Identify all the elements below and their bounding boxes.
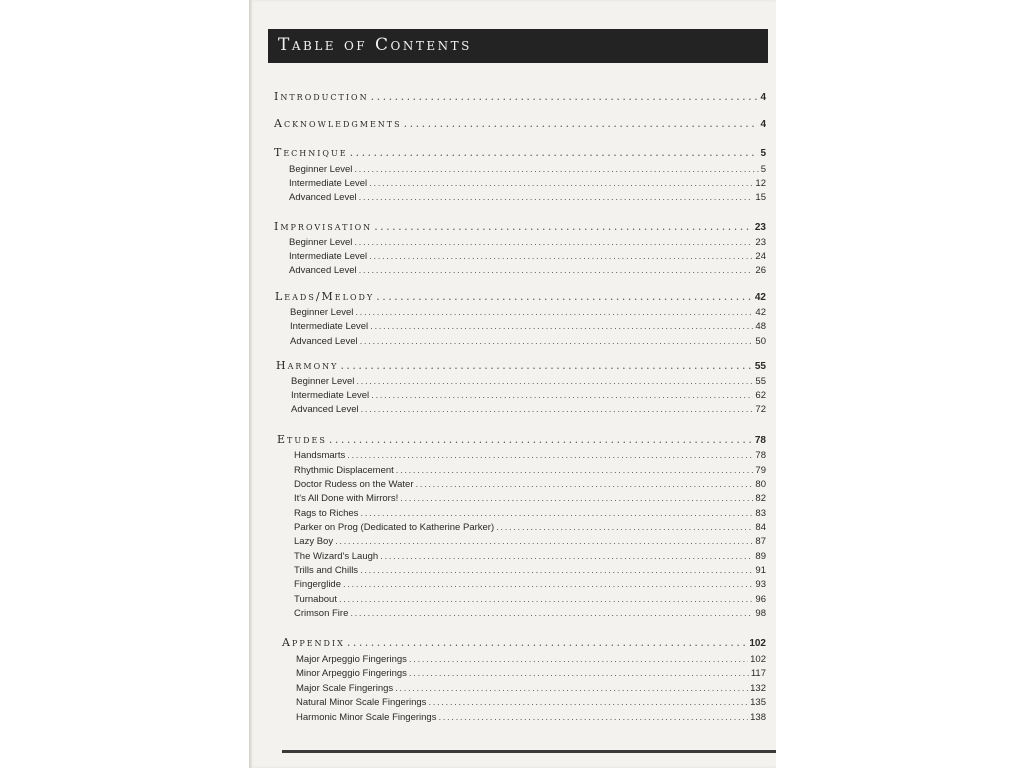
toc-section-title: Improvisation [274, 220, 373, 233]
toc-entry-title: Beginner Level [291, 376, 355, 387]
dot-leader [416, 479, 754, 490]
toc-entry-page-number: 72 [755, 404, 766, 415]
dot-leader [371, 90, 759, 103]
toc-entry-page-number: 79 [755, 465, 766, 476]
dot-leader [356, 376, 753, 387]
toc-entry-title: It's All Done with Mirrors! [294, 493, 399, 504]
toc-entry-page-number: 83 [755, 508, 766, 519]
dot-leader [347, 636, 747, 649]
toc-entry [294, 450, 766, 463]
toc-entry [294, 508, 766, 521]
toc-entry [296, 712, 766, 725]
toc-entry-title: Intermediate Level [289, 178, 368, 189]
toc-entry-page-number: 84 [755, 522, 766, 533]
toc-entry-page-number: 55 [755, 376, 766, 387]
toc-section-page-number: 5 [760, 148, 766, 159]
toc-entry-page-number: 135 [750, 697, 766, 708]
toc-header-bar [268, 29, 768, 63]
toc-entry [296, 668, 766, 681]
toc-entry [290, 336, 766, 349]
toc-section-page-number: 78 [754, 435, 766, 446]
toc-entry-title: Lazy Boy [294, 536, 334, 547]
toc-entry [291, 390, 766, 403]
toc-entry-page-number: 82 [755, 493, 766, 504]
toc-entry-title: Harmonic Minor Scale Fingerings [296, 712, 437, 723]
toc-entry [294, 608, 766, 621]
toc-entry-title: Handsmarts [294, 450, 346, 461]
toc-entry-title: Advanced Level [289, 192, 357, 203]
toc-entry-page-number: 98 [755, 608, 766, 619]
toc-section-page-number: 4 [760, 92, 766, 103]
dot-leader [370, 321, 753, 332]
dot-leader [335, 536, 753, 547]
toc-section-title: Harmony [276, 359, 339, 372]
toc-section [274, 90, 766, 104]
toc-entry-title: Advanced Level [289, 265, 357, 276]
toc-entry-title: Turnabout [294, 594, 337, 605]
dot-leader [395, 683, 748, 694]
toc-entry-page-number: 96 [755, 594, 766, 605]
toc-section [274, 117, 766, 131]
toc-entry-page-number: 89 [755, 551, 766, 562]
toc-entry-title: Intermediate Level [289, 251, 368, 262]
toc-entry-title: Beginner Level [290, 307, 354, 318]
toc-entry [294, 565, 766, 578]
toc-entry-title: Major Arpeggio Fingerings [296, 654, 407, 665]
dot-leader [376, 290, 753, 303]
dot-leader [409, 654, 748, 665]
toc-entry-page-number: 117 [750, 668, 766, 679]
toc-entry-page-number: 50 [755, 336, 766, 347]
dot-leader [340, 359, 752, 372]
toc-entry-page-number: 102 [750, 654, 766, 665]
toc-entry-page-number: 132 [750, 683, 766, 694]
toc-entry [296, 654, 766, 667]
toc-entry [289, 178, 766, 191]
toc-entry-page-number: 48 [755, 321, 766, 332]
toc-entry [294, 536, 766, 549]
toc-section [276, 359, 766, 373]
toc-entry-page-number: 78 [755, 450, 766, 461]
toc-section-title: Leads/Melody [275, 290, 375, 303]
toc-section-title: Etudes [277, 433, 327, 446]
toc-entry-title: The Wizard's Laugh [294, 551, 379, 562]
dot-leader [343, 579, 753, 590]
toc-section-title: Acknowledgments [274, 117, 402, 130]
dot-leader [354, 237, 753, 248]
toc-entry [296, 683, 766, 696]
toc-section-page-number: 42 [754, 292, 766, 303]
dot-leader [359, 265, 754, 276]
toc-entry-page-number: 87 [755, 536, 766, 547]
toc-entry-title: Beginner Level [289, 164, 353, 175]
toc-entry-page-number: 23 [755, 237, 766, 248]
toc-entry-title: Advanced Level [290, 336, 358, 347]
toc-section [282, 636, 766, 650]
toc-section-page-number: 102 [749, 638, 766, 649]
dot-leader [369, 178, 753, 189]
toc-entry-title: Beginner Level [289, 237, 353, 248]
toc-entry [289, 164, 766, 177]
toc-entry [294, 551, 766, 564]
page-edge [249, 0, 253, 768]
toc-entry-title: Crimson Fire [294, 608, 349, 619]
dot-leader [350, 608, 753, 619]
toc-entry [296, 697, 766, 710]
toc-entry-page-number: 91 [755, 565, 766, 576]
toc-entry-page-number: 26 [755, 265, 766, 276]
dot-leader [369, 251, 753, 262]
dot-leader [359, 192, 754, 203]
dot-leader [360, 336, 754, 347]
toc-entry-page-number: 62 [755, 390, 766, 401]
toc-entry-page-number: 138 [750, 712, 766, 723]
toc-entry [294, 579, 766, 592]
toc-entry [290, 307, 766, 320]
toc-entry [291, 376, 766, 389]
dot-leader [360, 508, 753, 519]
toc-entry [289, 265, 766, 278]
toc-entry-page-number: 24 [755, 251, 766, 262]
dot-leader [355, 307, 753, 318]
dot-leader [400, 493, 753, 504]
toc-entry-title: Intermediate Level [290, 321, 369, 332]
toc-entry-page-number: 5 [760, 164, 766, 175]
page-title: Table of Contents [278, 35, 472, 55]
toc-entry [290, 321, 766, 334]
toc-entry-title: Fingerglide [294, 579, 341, 590]
toc-section [277, 433, 766, 447]
dot-leader [371, 390, 753, 401]
toc-section-title: Introduction [274, 90, 369, 103]
toc-entry-title: Minor Arpeggio Fingerings [296, 668, 407, 679]
toc-entry-page-number: 93 [755, 579, 766, 590]
toc-entry-page-number: 12 [755, 178, 766, 189]
toc-section-page-number: 55 [754, 361, 766, 372]
toc-entry-page-number: 15 [755, 192, 766, 203]
dot-leader [354, 164, 758, 175]
toc-entry [294, 465, 766, 478]
toc-section [275, 290, 766, 304]
bottom-rule [282, 750, 776, 753]
dot-leader [409, 668, 749, 679]
toc-section-page-number: 23 [754, 222, 766, 233]
dot-leader [404, 117, 759, 130]
dot-leader [350, 146, 759, 159]
toc-entry-title: Trills and Chills [294, 565, 359, 576]
dot-leader [339, 594, 753, 605]
dot-leader [380, 551, 753, 562]
dot-leader [428, 697, 748, 708]
toc-entry [294, 522, 766, 535]
toc-section-title: Appendix [282, 636, 345, 649]
toc-entry-title: Advanced Level [291, 404, 359, 415]
toc-entry-title: Rhythmic Displacement [294, 465, 394, 476]
toc-section [274, 146, 766, 160]
dot-leader [347, 450, 753, 461]
toc-entry-title: Natural Minor Scale Fingerings [296, 697, 427, 708]
toc-section-title: Technique [274, 146, 348, 159]
toc-entry-title: Intermediate Level [291, 390, 370, 401]
dot-leader [396, 465, 754, 476]
toc-entry [294, 493, 766, 506]
dot-leader [360, 565, 753, 576]
dot-leader [438, 712, 748, 723]
dot-leader [329, 433, 753, 446]
toc-entry [289, 237, 766, 250]
toc-entry [291, 404, 766, 417]
toc-entry-page-number: 80 [755, 479, 766, 490]
dot-leader [361, 404, 754, 415]
toc-entry [289, 251, 766, 264]
toc-entry-page-number: 42 [755, 307, 766, 318]
toc-entry-title: Doctor Rudess on the Water [294, 479, 414, 490]
toc-section [274, 220, 766, 234]
toc-entry-title: Rags to Riches [294, 508, 359, 519]
toc-entry [294, 594, 766, 607]
toc-section-page-number: 4 [760, 119, 766, 130]
toc-entry [294, 479, 766, 492]
toc-entry-title: Major Scale Fingerings [296, 683, 394, 694]
toc-entry-title: Parker on Prog (Dedicated to Katherine Parker) [294, 522, 495, 533]
toc-entry [289, 192, 766, 205]
dot-leader [496, 522, 753, 533]
dot-leader [374, 220, 753, 233]
